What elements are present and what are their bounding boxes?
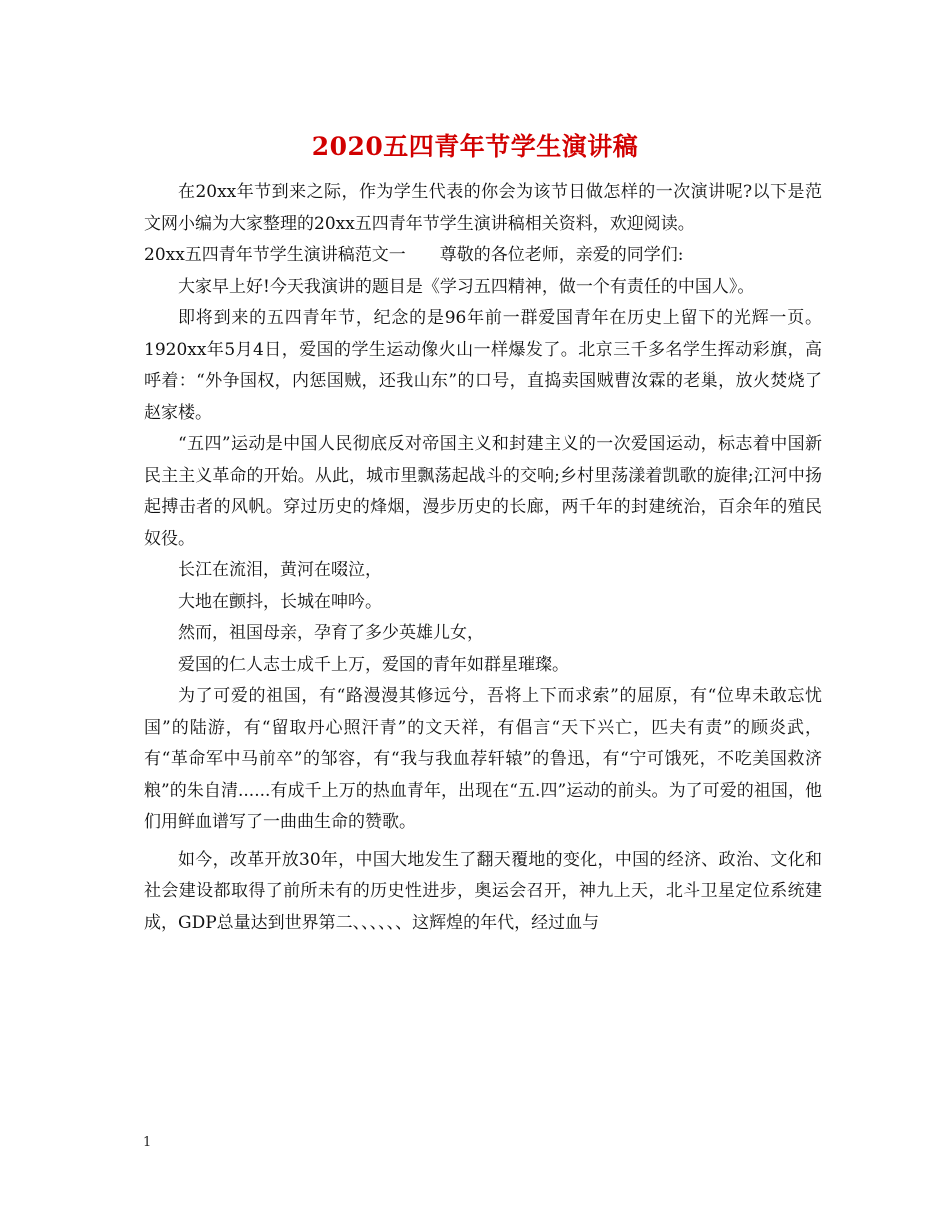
verse-line-2: 大地在颤抖，长城在呻吟。 xyxy=(178,591,382,612)
paragraph-history: 即将到来的五四青年节，纪念的是96年前一群爱国青年在历史上留下的光辉一页。1920xx年5月4日，爱国的学生运动像火山一样爆发了。北京三千多名学生挥动彩旗，高呼着：“外争国权，内惩国贼，还我山东”的口号，直捣卖国贼曹汝霖的老巢，放火焚烧了赵家楼。 xyxy=(144,308,822,423)
page-number: 1 xyxy=(143,1135,152,1150)
verse-line-3: 然而，祖国母亲，孕育了多少英雄儿女， xyxy=(178,623,484,643)
paragraph-topic: 大家早上好!今天我演讲的题目是《学习五四精神，做一个有责任的中国人》。 xyxy=(178,276,755,297)
paragraph-heroes: 为了可爱的祖国，有“路漫漫其修远兮，吾将上下而求索”的屈原，有“位卑未敢忘忧国”的陆游，有“留取丹心照汗青”的文天祥，有倡言“天下兴亡，匹夫有责”的顾炎武，有“革命军中马前卒”的邹容，有“我与我血荐轩辕”的鲁迅，有“宁可饿死，不吃美国救济粮”的朱自清......有成千上万的热血青年，出现在“五.四”运动的前头。为了可爱的祖国，他们用鲜血谱写了一曲曲生命的赞歌。 xyxy=(144,686,822,832)
paragraph-greeting: 20xx五四青年节学生演讲稿范文一 尊敬的各位老师，亲爱的同学们: xyxy=(144,245,684,265)
paragraph-intro: 在20xx年节到来之际，作为学生代表的你会为该节日做怎样的一次演讲呢?以下是范文网小编为大家整理的20xx五四青年节学生演讲稿相关资料，欢迎阅读。 xyxy=(144,182,822,234)
document-body xyxy=(144,177,822,939)
verse-line-4: 爱国的仁人志士成千上万，爱国的青年如群星璀璨。 xyxy=(178,654,569,675)
document-title: 2020五四青年节学生演讲稿 xyxy=(311,132,639,161)
paragraph-movement: “五四”运动是中国人民彻底反对帝国主义和封建主义的一次爱国运动，标志着中国新民主主义革命的开始。从此，城市里飘荡起战斗的交响;乡村里荡漾着凯歌的旋律;江河中扬起搏击者的风帆。穿过历史的烽烟，漫步历史的长廊，两千年的封建统治，百余年的殖民奴役。 xyxy=(144,434,822,549)
verse-line-1: 长江在流泪，黄河在啜泣， xyxy=(178,560,382,580)
paragraph-today: 如今，改革开放30年，中国大地发生了翻天覆地的变化，中国的经济、政治、文化和社会建设都取得了前所未有的历史性进步，奥运会召开，神九上天，北斗卫星定位系统建成，GDP总量达到世界第二、、、、、、这辉煌的年代，经过血与 xyxy=(144,849,822,933)
